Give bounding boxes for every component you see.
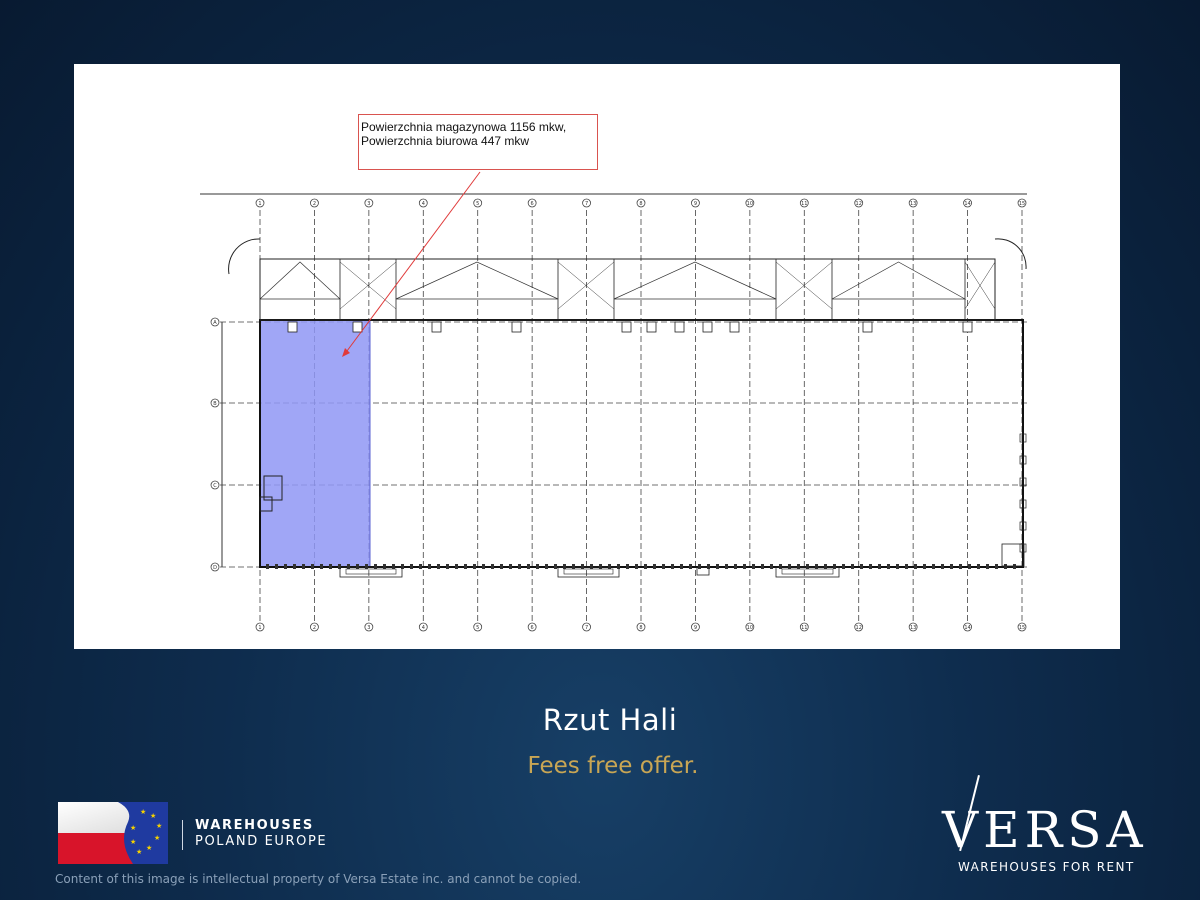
grid-column-label: 14 xyxy=(964,625,971,631)
callout-line-warehouse: Powierzchnia magazynowa 1156 mkw, xyxy=(361,120,567,134)
grid-column-label: 11 xyxy=(801,201,808,207)
grid-column-label: 6 xyxy=(530,201,534,207)
office-area-highlight xyxy=(260,320,370,567)
grid-column-label: 5 xyxy=(476,201,480,207)
grid-column-label: 12 xyxy=(855,201,862,207)
svg-text:★: ★ xyxy=(154,834,161,842)
grid-row-label: B xyxy=(213,401,217,407)
grid-column-label: 7 xyxy=(584,625,589,631)
callout-leader-line xyxy=(344,172,480,355)
grid-column-label: 9 xyxy=(693,625,698,631)
grid-column-label: 1 xyxy=(258,625,262,631)
grid-column-label: 6 xyxy=(530,625,534,631)
grid-column-label: 13 xyxy=(909,625,917,631)
grid-column-label: 10 xyxy=(746,625,754,631)
grid-column-label: 10 xyxy=(746,201,754,207)
grid-column-label: 5 xyxy=(476,625,480,631)
brand-name-line1: WAREHOUSES xyxy=(195,818,314,833)
grid-column-label: 4 xyxy=(421,201,425,207)
svg-text:★: ★ xyxy=(130,824,137,832)
grid-row-label: D xyxy=(213,565,217,571)
grid-column-label: 3 xyxy=(367,625,371,631)
grid-column-label: 3 xyxy=(367,201,371,207)
svg-text:★: ★ xyxy=(130,838,137,846)
grid-column-label: 2 xyxy=(312,201,317,207)
grid-column-label: 12 xyxy=(855,625,862,631)
brand-divider xyxy=(182,820,183,850)
svg-text:★: ★ xyxy=(146,844,153,852)
copyright-notice: Content of this image is intellectual property of Versa Estate inc. and cannot be copied. xyxy=(55,872,582,886)
svg-text:★: ★ xyxy=(156,822,163,830)
versa-logo: VERSA xyxy=(942,801,1148,859)
page-title: Rzut Hali xyxy=(542,703,678,737)
brand-name-line2: POLAND EUROPE xyxy=(195,834,328,849)
callout-line-office: Powierzchnia biurowa 447 mkw xyxy=(361,134,530,148)
poland-eu-flag-icon xyxy=(58,802,168,864)
svg-text:★: ★ xyxy=(150,812,157,820)
grid-column-label: 8 xyxy=(639,201,643,207)
building-outline xyxy=(260,320,1023,567)
grid-column-label: 15 xyxy=(1018,201,1026,207)
grid-column-label: 13 xyxy=(909,201,917,207)
area-callout-box xyxy=(358,114,598,170)
grid-column-label: 9 xyxy=(693,201,698,207)
grid-column-label: 7 xyxy=(584,201,589,207)
versa-tagline: WAREHOUSES FOR RENT xyxy=(958,860,1135,874)
grid-column-label: 1 xyxy=(258,201,262,207)
grid-row-label: A xyxy=(213,320,217,326)
grid-row-label: C xyxy=(213,483,217,489)
floor-plan-image xyxy=(74,64,1120,649)
grid-column-label: 4 xyxy=(421,625,425,631)
grid-column-label: 15 xyxy=(1018,625,1026,631)
grid-column-label: 11 xyxy=(801,625,808,631)
page-subtitle: Fees free offer. xyxy=(527,753,699,779)
svg-text:★: ★ xyxy=(136,848,143,856)
svg-text:★: ★ xyxy=(140,808,147,816)
grid-column-label: 8 xyxy=(639,625,643,631)
grid-column-label: 14 xyxy=(964,201,971,207)
grid-column-label: 2 xyxy=(312,625,317,631)
